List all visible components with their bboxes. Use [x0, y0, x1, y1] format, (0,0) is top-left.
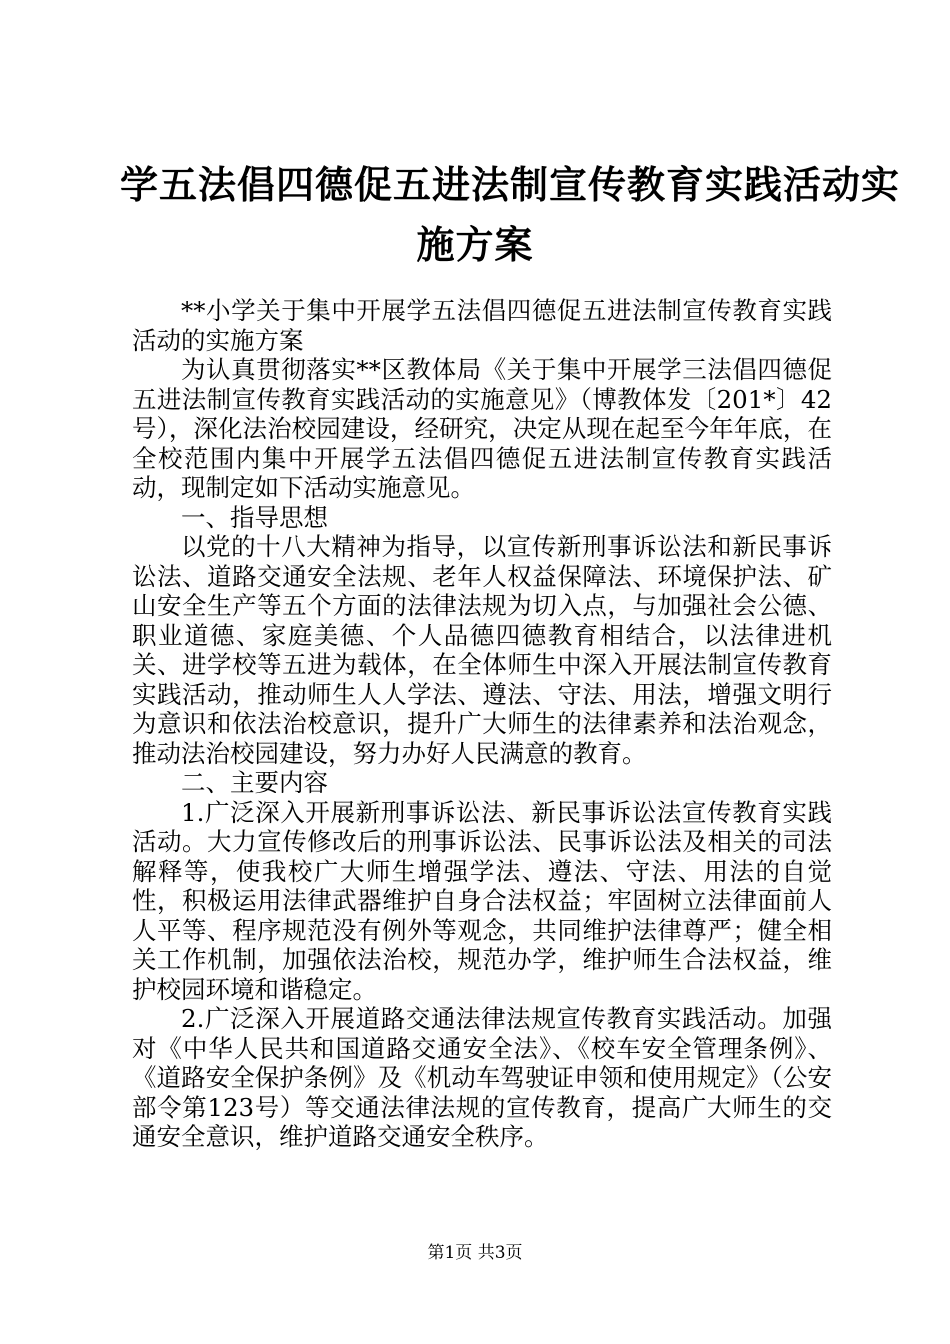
- paragraph-content-item-2: 2.广泛深入开展道路交通法律法规宣传教育实践活动。加强对《中华人民共和国道路交通安全法》、《校车安全管理条例》、《道路安全保护条例》及《机动车驾驶证申领和使用规定》（公安部令第123号）等交通法律法规的宣传教育，提高广大师生的交通安全意识，维护道路交通安全秩序。: [132, 1004, 832, 1151]
- document-body: [132, 296, 832, 1152]
- paragraph-content-item-1: 1.广泛深入开展新刑事诉讼法、新民事诉讼法宣传教育实践活动。大力宣传修改后的刑事诉讼法、民事诉讼法及相关的司法解释等，使我校广大师生增强学法、遵法、守法、用法的自觉性，积极运用法律武器维护自身合法权益；牢固树立法律面前人人平等、程序规范没有例外等观念，共同维护法律尊严；健全相关工作机制，加强依法治校，规范办学，维护师生合法权益，维护校园环境和谐稳定。: [132, 797, 832, 1004]
- document-title-line-1: 学五法倡四德促五进法制宣传教育实践活动实: [120, 162, 901, 207]
- paragraph-guiding-thought: 以党的十八大精神为指导，以宣传新刑事诉讼法和新民事诉讼法、道路交通安全法规、老年人权益保障法、环境保护法、矿山安全生产等五个方面的法律法规为切入点，与加强社会公德、职业道德、家庭美德、个人品德四德教育相结合，以法律进机关、进学校等五进为载体，在全体师生中深入开展法制宣传教育实践活动，推动师生人人学法、遵法、守法、用法，增强文明行为意识和依法治校意识，提升广大师生的法律素养和法治观念，推动法治校园建设，努力办好人民满意的教育。: [132, 532, 832, 768]
- paragraph-school-plan-heading: **小学关于集中开展学五法倡四德促五进法制宣传教育实践活动的实施方案: [132, 296, 832, 355]
- section-heading-guiding-thought: 一、指导思想: [181, 502, 328, 532]
- section-heading-main-content: 二、主要内容: [181, 768, 328, 797]
- paragraph-introduction: 为认真贯彻落实**区教体局《关于集中开展学三法倡四德促五进法制宣传教育实践活动的实施意见》（博教体发〔201*〕42号），深化法治校园建设，经研究，决定从现在起至今年年底，在全校范围内集中开展学五法倡四德促五进法制宣传教育实践活动，现制定如下活动实施意见。: [132, 355, 832, 502]
- document-title-line-2: 施方案: [416, 222, 534, 267]
- page-number-footer: 第1页 共3页: [427, 1243, 523, 1263]
